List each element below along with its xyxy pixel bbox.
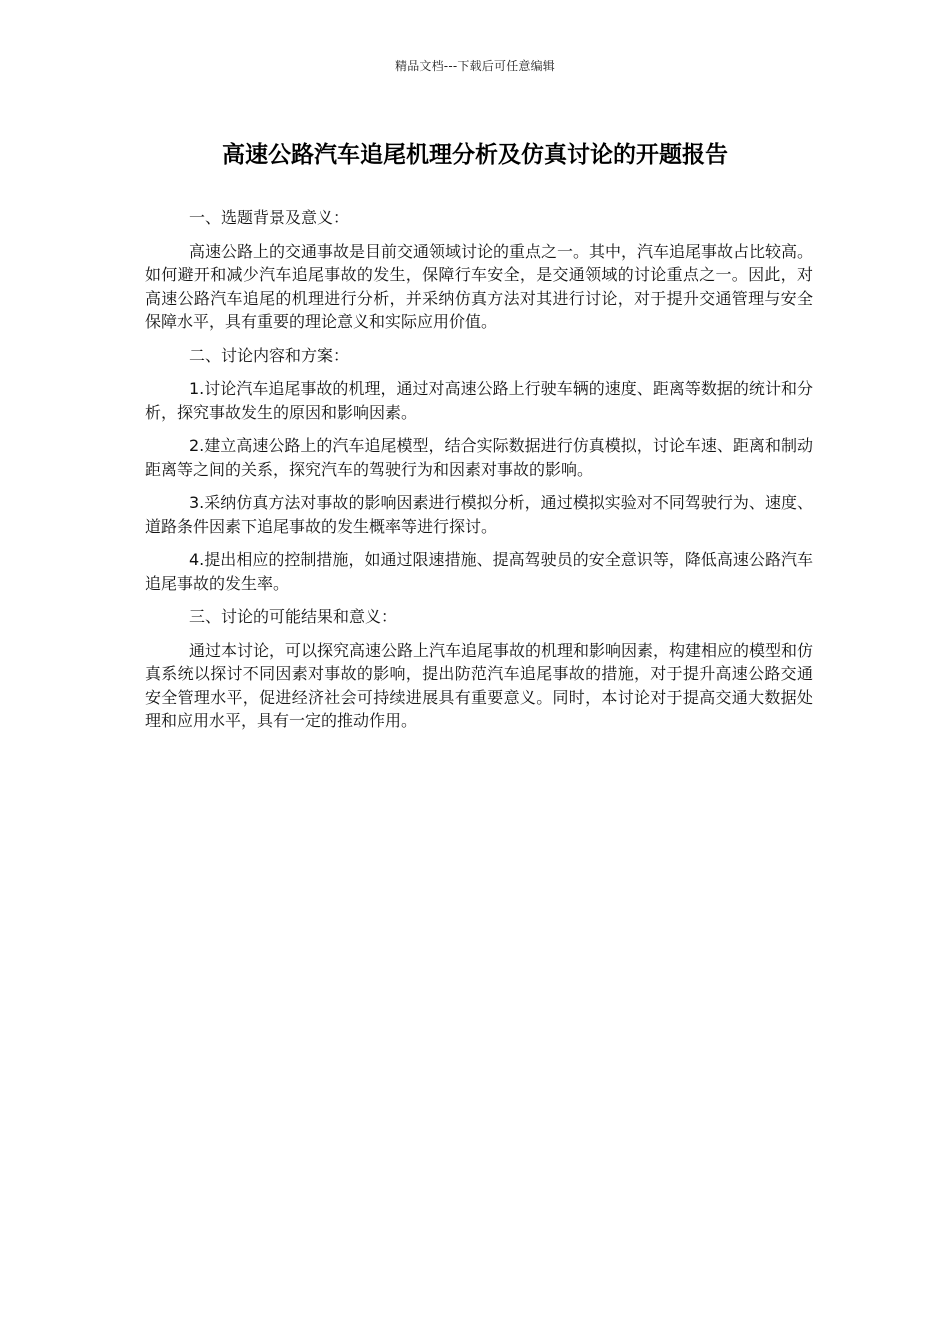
paragraph-background: 高速公路上的交通事故是目前交通领域讨论的重点之一。其中，汽车追尾事故占比较高。如何避开和减少汽车追尾事故的发生，保障行车安全，是交通领域的讨论重点之一。因此，对高速公路汽车追尾的机理进行分析，并采纳仿真方法对其进行讨论，对于提升交通管理与安全保障水平，具有重要的理论意义和实际应用价值。 — [145, 241, 814, 331]
section-heading-content-plan: 二、讨论内容和方案： — [189, 345, 350, 365]
document-title: 高速公路汽车追尾机理分析及仿真讨论的开题报告 — [222, 142, 728, 168]
paragraph-plan-item-1: 1.讨论汽车追尾事故的机理，通过对高速公路上行驶车辆的速度、距离等数据的统计和分析，探究事故发生的原因和影响因素。 — [145, 379, 813, 422]
paragraph-plan-item-2: 2.建立高速公路上的汽车追尾模型，结合实际数据进行仿真模拟，讨论车速、距离和制动距离等之间的关系，探究汽车的驾驶行为和因素对事故的影响。 — [145, 436, 813, 479]
paragraph-plan-item-3: 3.采纳仿真方法对事故的影响因素进行模拟分析，通过模拟实验对不同驾驶行为、速度、道路条件因素下追尾事故的发生概率等进行探讨。 — [145, 493, 813, 536]
document-body — [145, 206, 813, 743]
section-heading-results: 三、讨论的可能结果和意义： — [189, 607, 398, 626]
paragraph-plan-item-4: 4.提出相应的控制措施，如通过限速措施、提高驾驶员的安全意识等，降低高速公路汽车追尾事故的发生率。 — [145, 550, 813, 593]
header-note: 精品文档---下载后可任意编辑 — [395, 59, 555, 73]
section-heading-background: 一、选题背景及意义： — [189, 208, 350, 227]
paragraph-results: 通过本讨论，可以探究高速公路上汽车追尾事故的机理和影响因素，构建相应的模型和仿真系统以探讨不同因素对事故的影响，提出防范汽车追尾事故的措施，对于提升高速公路交通安全管理水平，促进经济社会可持续进展具有重要意义。同时，本讨论对于提高交通大数据处理和应用水平，具有一定的推动作用。 — [145, 640, 814, 730]
